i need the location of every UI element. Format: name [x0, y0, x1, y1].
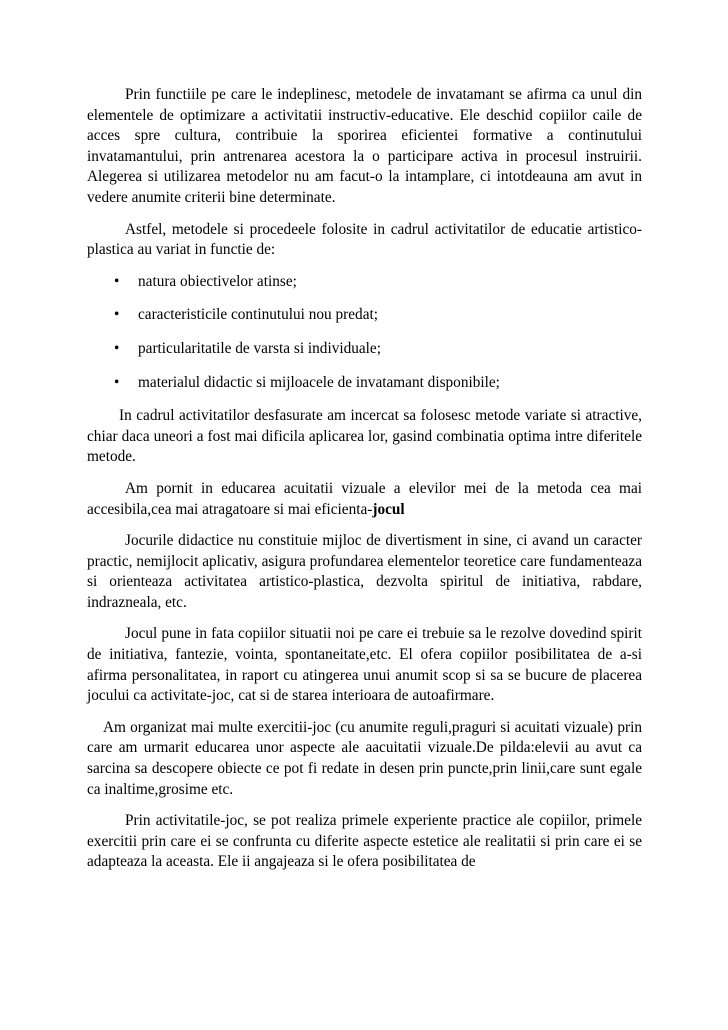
paragraph-methods-criteria: Astfel, metodele si procedeele folosite in cadrul activitatilor de educatie artistico-plastica au variat in functie de: — [87, 220, 642, 259]
bullet-icon: • — [114, 373, 120, 391]
bullet-item — [87, 305, 642, 326]
paragraph-game-method — [87, 479, 642, 520]
bullet-icon: • — [114, 339, 120, 357]
bullet-text: particularitatile de varsta si individuale; — [138, 339, 381, 357]
paragraph-methods-functions: Prin functiile pe care le indeplinesc, metodele de invatamant se afirma ca unul din elementele de optimizare a activitatii instructiv-educative. Ele deschid copiilor caile de acces spre cultura, contribuie la sporirea eficientei formative a continutului invatamantului, prin antrenarea acestora la o participare activa in procesul instruirii. Alegerea si utilizarea metodelor nu am facut-o la intamplare, ci intotdeauna am avut in vedere anumite criterii bine determinate. — [87, 86, 642, 206]
bullet-text: materialul didactic si mijloacele de invatamant disponibile; — [138, 373, 500, 391]
paragraph-varied-methods: In cadrul activitatilor desfasurate am incercat sa folosesc metode variate si atractive, chiar daca uneori a fost mai dificila aplicarea lor, gasind combinatia optima intre diferitele metode. — [87, 407, 642, 466]
paragraph-game-situations: Jocul pune in fata copiilor situatii noi pe care ei trebuie sa le rezolve dovedind spirit de initiativa, fantezie, vointa, spontaneitate,etc. El ofera copiilor posibilitatea de a-si afirma personalitatea, in raport cu atingerea unui anumit scop si sa se bucure de placerea jocului ca activitate-joc, cat si de starea interioara de autoafirmare. — [87, 625, 642, 705]
bullet-item — [87, 339, 642, 360]
criteria-bullet-list — [87, 272, 642, 393]
paragraph-game-exercises: Am organizat mai multe exercitii-joc (cu anumite reguli,praguri si acuitati vizuale) prin care am urmarit educarea unor aspecte ale aacuitatii vizuale.De pilda:elevii au avut ca sarcina sa descopere obiecte ce pot fi redate in desen prin puncte,prin linii,care sunt egale ca inaltime,grosime etc. — [87, 718, 642, 798]
document-body — [87, 85, 642, 873]
bullet-icon: • — [114, 272, 120, 290]
bullet-icon: • — [114, 306, 120, 324]
bullet-item — [87, 272, 642, 293]
paragraph-game-activities: Prin activitatile-joc, se pot realiza primele experiente practice ale copiilor, primele exercitii prin care ei se confrunta cu diferite aspecte estetice ale realitatii si prin care ei se adapteaza la aceasta. Ele ii angajeaza si le ofera posibilitatea de — [87, 812, 642, 871]
paragraph-game-method-text: Am pornit in educarea acuitatii vizuale a elevilor mei de la metoda cea mai accesibila,cea mai atragatoare si mai eficienta- — [87, 479, 642, 518]
game-keyword: jocul — [372, 500, 405, 518]
paragraph-didactic-games: Jocurile didactice nu constituie mijloc de divertisment in sine, ci avand un caracter practic, nemijlocit aplicativ, asigura profundarea elementelor teoretice care fundamenteaza si orienteaza activitatea artistico-plastica, dezvolta spiritul de initiativa, rabdare, indrazneala, etc. — [87, 532, 642, 611]
bullet-text: natura obiectivelor atinse; — [138, 272, 297, 290]
bullet-item — [87, 373, 642, 394]
bullet-text: caracteristicile continutului nou predat; — [138, 306, 378, 324]
